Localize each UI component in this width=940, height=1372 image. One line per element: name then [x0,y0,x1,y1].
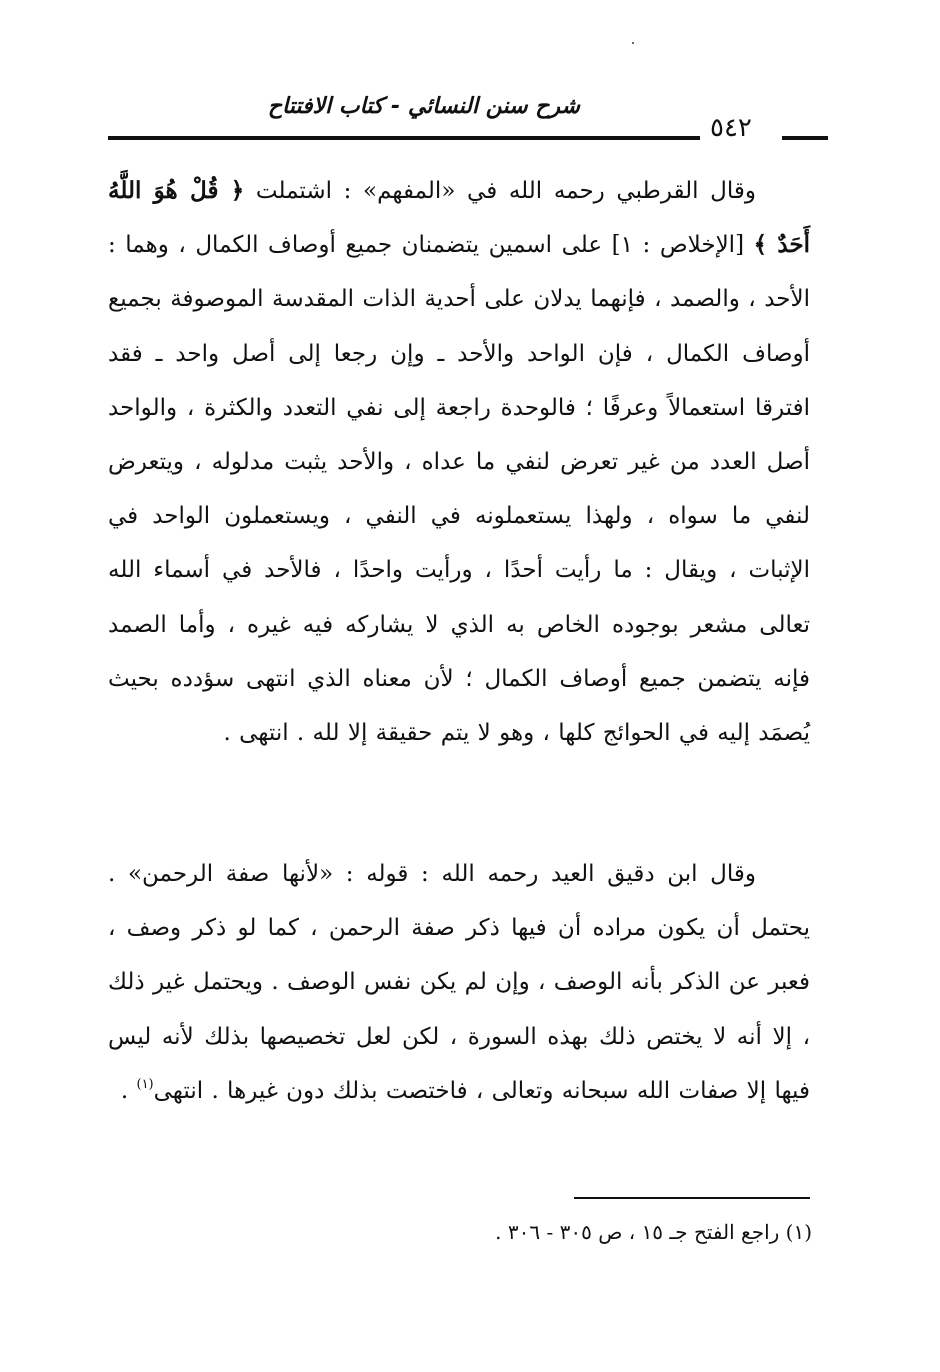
paragraph-text [108,164,810,760]
print-speck [632,42,634,44]
paragraph-qurtubi [108,164,810,760]
footnote: (١) راجع الفتح جـ ١٥ ، ص ٣٠٥ - ٣٠٦ . [495,1220,812,1244]
page-number: ٥٤٢ [710,113,752,143]
paragraph-lead: وقال القرطبي رحمه الله في «المفهم» : اشتملت [255,178,757,204]
paragraph-ibn-daqiq [108,847,810,1118]
paragraph-text [108,847,810,1118]
footnote-separator [574,1197,810,1199]
quran-verse: ﴿ قُلْ هُوَ اللَّهُ أَحَدٌ ﴾ [108,177,811,259]
page-number-rule [782,136,828,140]
running-title: شرح سنن النسائي - كتاب الافتتاح [267,94,580,119]
footnote-reference[interactable]: (١) [136,1076,154,1092]
paragraph-end: . [120,1077,137,1104]
header-rule [108,136,700,140]
paragraph-body: [الإخلاص : ١] على اسمين يتضمنان جميع أوصاف الكمال ، وهما : الأحد ، والصمد ، فإنهما يدلان على أحدية الذات المقدسة الموصوفة بجميع أوصاف الكمال ، فإن الواحد والأحد ـ وإن رجعا إلى أصل واحد ـ فقد افترقا استعمالاً وعرفًا ؛ فالوحدة راجعة إلى نفي التعدد والكثرة ، والواحد أصل العدد من غير تعرض لنفي ما عداه ، والأحد يثبت مدلوله ، ويتعرض لنفي ما سواه ، ولهذا يستعملونه في النفي ، ويستعملون الواحد في الإثبات ، ويقال : ما رأيت أحدًا ، ورأيت واحدًا ، فالأحد في أسماء الله تعالى مشعر بوجوده الخاص به الذي لا يشاركه فيه غيره ، وأما الصمد فإنه يتضمن جميع أوصاف الكمال ؛ لأن معناه الذي انتهى سؤدده بحيث يُصمَد إليه في الحوائج كلها ، وهو لا يتم حقيقة إلا لله . انتهى . [108,232,810,747]
paragraph-body: وقال ابن دقيق العيد رحمه الله : قوله : «لأنها صفة الرحمن» . يحتمل أن يكون مراده أن فيها ذكر صفة الرحمن ، كما لو ذكر وصف ، فعبر عن الذكر بأنه الوصف ، وإن لم يكن نفس الوصف . ويحتمل غير ذلك ، إلا أنه لا يختص ذلك بهذه السورة ، لكن لعل تخصيصها بذلك لأنه ليس فيها إلا صفات الله سبحانه وتعالى ، فاختصت بذلك دون غيرها . انتهى [108,861,810,1104]
